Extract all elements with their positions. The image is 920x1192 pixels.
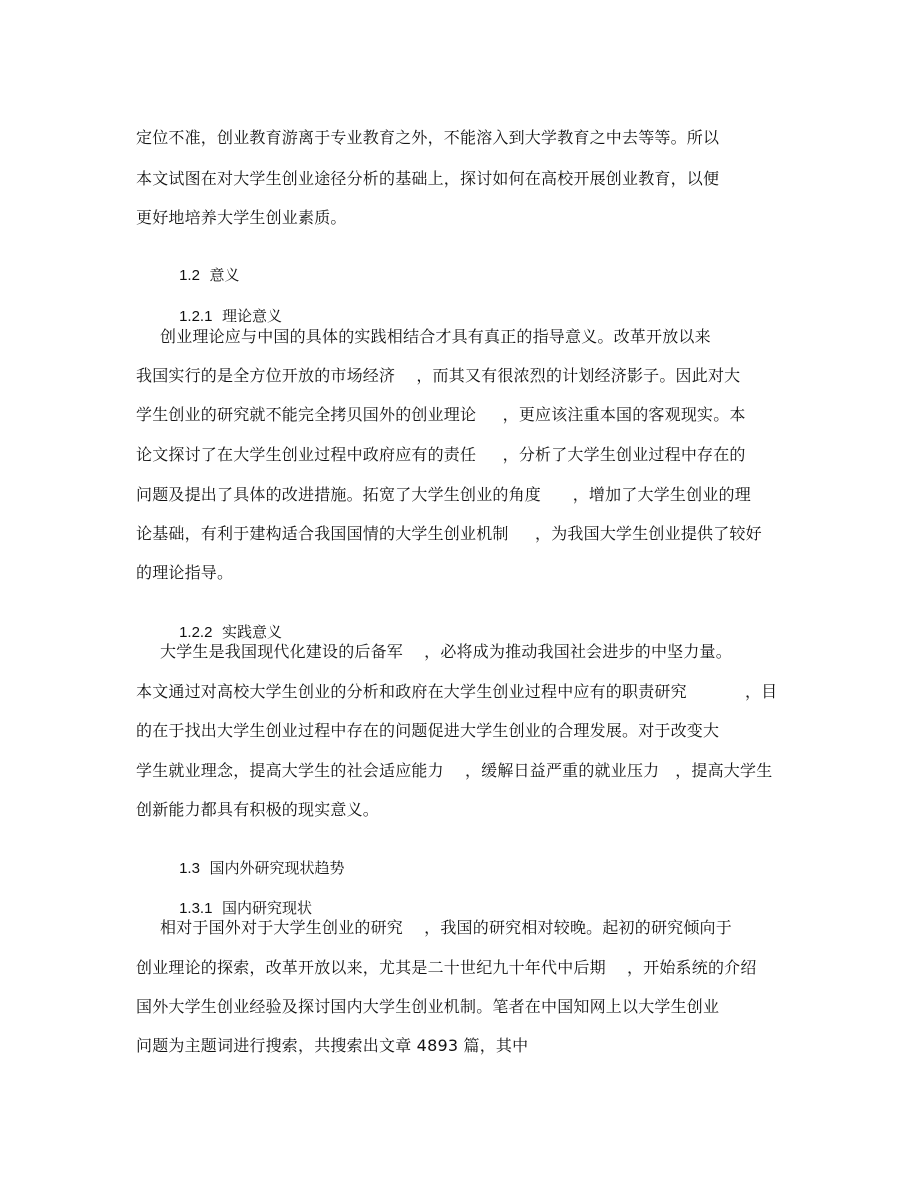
section-number: 1.2.2: [179, 624, 213, 641]
paragraph-line: 创新能力都具有积极的现实意义。: [136, 800, 380, 819]
paragraph-line: 更好地培养大学生创业素质。: [136, 208, 347, 227]
paragraph-line: 相对于国外对于大学生创业的研究 ，我国的研究相对较晚。起初的研究倾向于: [160, 918, 732, 937]
paragraph-line: 问题为主题词进行搜索，共搜索出文章 4893 篇，其中: [136, 1036, 529, 1055]
paragraph-line: 论基础，有利于建构适合我国国情的大学生创业机制 ，为我国大学生创业提供了较好: [136, 524, 762, 543]
paragraph-line: 本文试图在对大学生创业途径分析的基础上，探讨如何在高校开展创业教育，以便: [136, 169, 720, 188]
section-number: 1.2: [179, 267, 200, 284]
paragraph-line: 论文探讨了在大学生创业过程中政府应有的责任 ，分析了大学生创业过程中存在的: [136, 445, 746, 464]
section-title: 理论意义: [222, 307, 283, 325]
paragraph-line: 的理论指导。: [136, 563, 234, 582]
paragraph-line: 大学生是我国现代化建设的后备军 ，必将成为推动我国社会进步的中坚力量。: [160, 642, 732, 661]
section-number: 1.3.1: [179, 900, 213, 917]
paragraph-line: 问题及提出了具体的改进措施。拓宽了大学生创业的角度 ，增加了大学生创业的理: [136, 485, 751, 504]
paragraph-line: 创业理论应与中国的具体的实践相结合才具有真正的指导意义。改革开放以来: [160, 327, 711, 346]
paragraph-line: 国外大学生创业经验及探讨国内大学生创业机制。笔者在中国知网上以大学生创业: [136, 997, 720, 1016]
paragraph-line: 学生创业的研究就不能完全拷贝国外的创业理论 ，更应该注重本国的客观现实。本: [136, 405, 746, 424]
section-number: 1.3: [179, 860, 200, 877]
section-title: 国内外研究现状趋势: [209, 859, 345, 877]
paragraph-line: 我国实行的是全方位开放的市场经济 ，而其又有很浓烈的计划经济影子。因此对大: [136, 366, 741, 385]
section-number: 1.2.1: [179, 308, 213, 325]
section-title: 意义: [209, 266, 240, 284]
paragraph-line: 本文通过对高校大学生创业的分析和政府在大学生创业过程中应有的职责研究 ，目: [136, 682, 778, 701]
section-title: 国内研究现状: [222, 899, 313, 917]
paragraph-line: 创业理论的探索，改革开放以来，尤其是二十世纪九十年代中后期 ，开始系统的介绍: [136, 958, 757, 977]
paragraph-line: 学生就业理念，提高大学生的社会适应能力 ，缓解日益严重的就业压力 ，提高大学生: [136, 761, 773, 780]
paragraph-line: 的在于找出大学生创业过程中存在的问题促进大学生创业的合理发展。对于改变大: [136, 721, 720, 740]
paragraph-line: 定位不准，创业教育游离于专业教育之外，不能溶入到大学教育之中去等等。所以: [136, 128, 720, 147]
section-title: 实践意义: [222, 623, 283, 641]
